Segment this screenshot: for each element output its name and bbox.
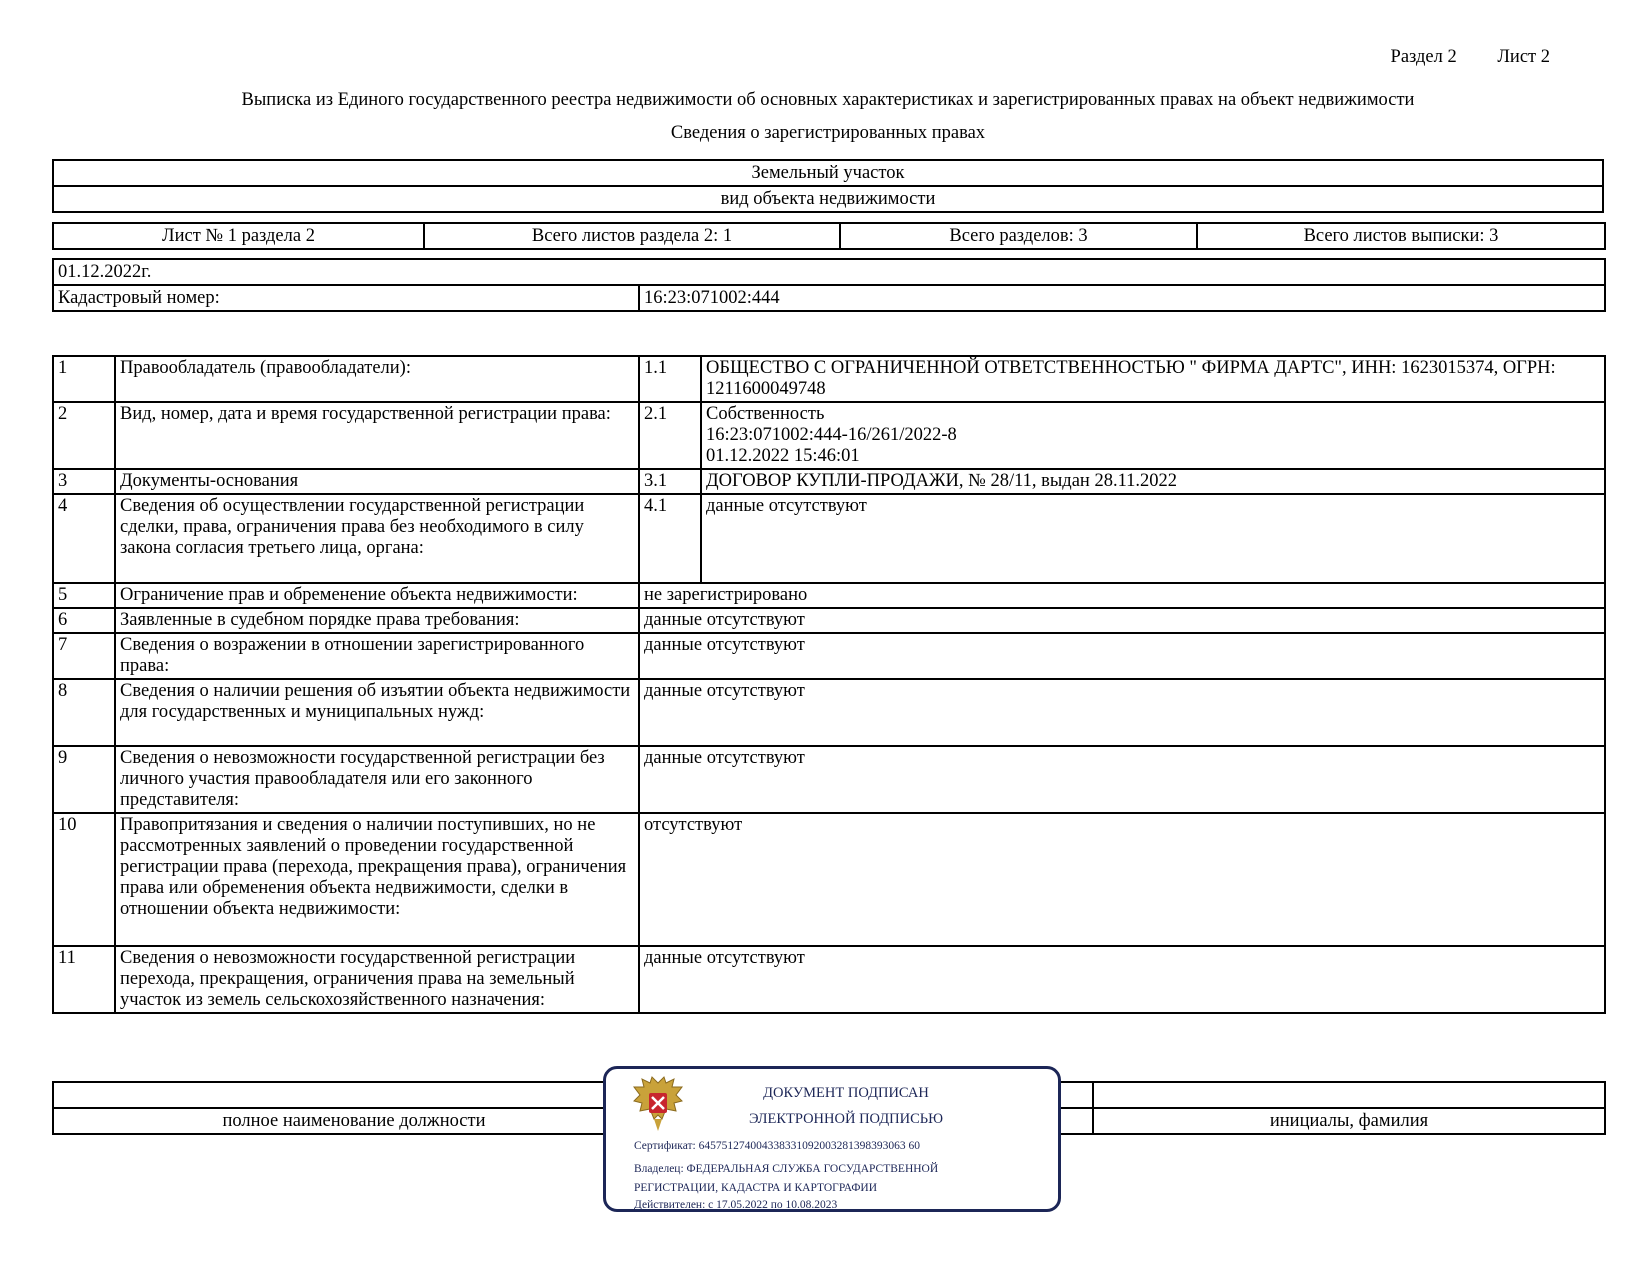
- document-subtitle: Сведения о зарегистрированных правах: [670, 123, 986, 143]
- row-value: Собственность 16:23:071002:444-16/261/2022-8 01.12.2022 15:46:01: [701, 402, 1605, 469]
- row-label: Сведения о возражении в отношении зарегистрированного права:: [115, 633, 639, 679]
- sheets-info-table: [52, 222, 1606, 250]
- row-subnumber: 1.1: [639, 356, 701, 402]
- row-value: данные отсутствуют: [639, 746, 1605, 813]
- table-row: [53, 679, 1605, 746]
- row-number: 8: [53, 679, 115, 746]
- table-row: [53, 402, 1605, 469]
- row-number: 10: [53, 813, 115, 946]
- signature-name-value: [1093, 1082, 1605, 1108]
- row-value: ОБЩЕСТВО С ОГРАНИЧЕННОЙ ОТВЕТСТВЕННОСТЬЮ " ФИРМА ДАРТС", ИНН: 1623015374, ОГРН: 1211600049748: [701, 356, 1605, 402]
- table-row: [53, 469, 1605, 494]
- stamp-owner-line2: РЕГИСТРАЦИИ, КАДАСТРА И КАРТОГРАФИИ: [634, 1182, 878, 1194]
- cadastral-table: [52, 258, 1606, 312]
- row-label: Документы-основания: [115, 469, 639, 494]
- row-number: 7: [53, 633, 115, 679]
- row-value: данные отсутствуют: [639, 946, 1605, 1013]
- row-number: 1: [53, 356, 115, 402]
- cadastral-number: 16:23:071002:444: [639, 285, 1605, 311]
- row-label: Заявленные в судебном порядке права требования:: [115, 608, 639, 633]
- section-sheets-total: Всего листов раздела 2: 1: [424, 223, 840, 249]
- name-caption: инициалы, фамилия: [1093, 1108, 1605, 1134]
- row-number: 6: [53, 608, 115, 633]
- row-value: отсутствуют: [639, 813, 1605, 946]
- row-value: данные отсутствуют: [639, 633, 1605, 679]
- row-label: Сведения о наличии решения об изъятии объекта недвижимости для государственных и муниципальных нужд:: [115, 679, 639, 746]
- row-number: 4: [53, 494, 115, 583]
- row-label: Сведения о невозможности государственной регистрации перехода, прекращения, ограничения права на земельный участок из земель сельскохозяйственного назначения:: [115, 946, 639, 1013]
- stamp-certificate: Сертификат: 645751274004338331092003281398393063 60: [634, 1140, 920, 1152]
- rights-table: [52, 355, 1606, 1014]
- table-row: [53, 583, 1605, 608]
- cadastral-label: Кадастровый номер:: [53, 285, 639, 311]
- row-number: 11: [53, 946, 115, 1013]
- position-caption: полное наименование должности: [53, 1108, 655, 1134]
- row-subnumber: 2.1: [639, 402, 701, 469]
- row-value: ДОГОВОР КУПЛИ-ПРОДАЖИ, № 28/11, выдан 28.11.2022: [701, 469, 1605, 494]
- electronic-signature-stamp: [603, 1066, 1061, 1212]
- table-row: [53, 608, 1605, 633]
- row-label: Ограничение прав и обременение объекта недвижимости:: [115, 583, 639, 608]
- signature-position-value: [53, 1082, 655, 1108]
- page-info: [1340, 47, 1550, 68]
- stamp-title-line2: ЭЛЕКТРОННОЙ ПОДПИСЬЮ: [748, 1111, 944, 1127]
- row-number: 3: [53, 469, 115, 494]
- extract-sheets-total: Всего листов выписки: 3: [1197, 223, 1605, 249]
- table-row: [53, 813, 1605, 946]
- object-type: Земельный участок: [53, 160, 1603, 186]
- sheet-label: Лист 2: [1497, 47, 1550, 67]
- object-type-table: [52, 159, 1604, 213]
- table-row: [53, 946, 1605, 1013]
- row-number: 5: [53, 583, 115, 608]
- stamp-validity: Действителен: с 17.05.2022 по 10.08.2023: [634, 1199, 838, 1211]
- row-label: Сведения о невозможности государственной регистрации без личного участия правообладателя или его законного представителя:: [115, 746, 639, 813]
- row-label: Сведения об осуществлении государственной регистрации сделки, права, ограничения права без необходимого в силу закона согласия третьего лица, органа:: [115, 494, 639, 583]
- section-label: Раздел 2: [1390, 47, 1457, 67]
- row-value: данные отсутствуют: [639, 608, 1605, 633]
- row-subnumber: 4.1: [639, 494, 701, 583]
- table-row: [53, 633, 1605, 679]
- extract-date: 01.12.2022г.: [53, 259, 1605, 285]
- stamp-owner-line1: Владелец: ФЕДЕРАЛЬНАЯ СЛУЖБА ГОСУДАРСТВЕННОЙ: [634, 1163, 939, 1175]
- row-label: Правообладатель (правообладатели):: [115, 356, 639, 402]
- sections-total: Всего разделов: 3: [840, 223, 1197, 249]
- table-row: [53, 494, 1605, 583]
- row-label: Правопритязания и сведения о наличии поступивших, но не рассмотренных заявлений о проведении государственной регистрации права (перехода, прекращения права), ограничения права или обременения объекта недвижимости, сделки в отношении объекта недвижимости:: [115, 813, 639, 946]
- table-row: [53, 356, 1605, 402]
- row-number: 2: [53, 402, 115, 469]
- table-row: [53, 746, 1605, 813]
- row-subnumber: 3.1: [639, 469, 701, 494]
- row-value: не зарегистрировано: [639, 583, 1605, 608]
- row-value: данные отсутствуют: [639, 679, 1605, 746]
- row-value: данные отсутствуют: [701, 494, 1605, 583]
- row-label: Вид, номер, дата и время государственной регистрации права:: [115, 402, 639, 469]
- object-type-caption: вид объекта недвижимости: [53, 186, 1603, 212]
- sheet-number: Лист № 1 раздела 2: [53, 223, 424, 249]
- stamp-title-line1: ДОКУМЕНТ ПОДПИСАН: [763, 1085, 929, 1101]
- document-title: Выписка из Единого государственного реестра недвижимости об основных характеристиках и зарегистрированных правах на объект недвижимости: [241, 90, 1415, 110]
- row-number: 9: [53, 746, 115, 813]
